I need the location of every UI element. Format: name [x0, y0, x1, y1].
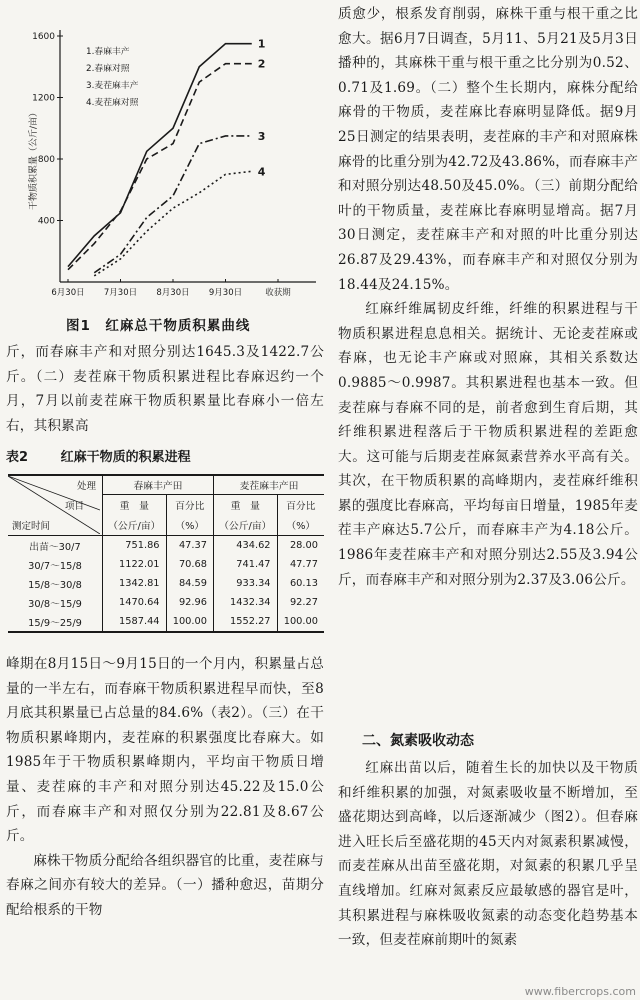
series-line-4: [94, 171, 252, 276]
col-pct-2: 百分比: [277, 495, 324, 516]
left-paragraph-3: 麻株干物质分配给各组织器官的比重，麦茬麻与春麻之间亦有较大的差异。（一）播种愈迟，苗期分配给根系的干物: [6, 852, 324, 918]
table-cell: 70.68: [166, 555, 213, 574]
table-cell: 100.00: [277, 612, 324, 632]
col-unit-2: （公斤/亩）: [214, 515, 278, 536]
group-header-wheat: 麦茬麻丰产田: [214, 475, 325, 495]
y-tick-label: 800: [37, 155, 55, 165]
table-cell: 1587.44: [103, 612, 167, 632]
table-cell: 出苗～30/7: [29, 541, 81, 553]
col-pct-unit-2: （%）: [277, 515, 324, 536]
table-cell: 933.34: [214, 574, 278, 593]
table-cell: 30/8～15/9: [28, 598, 82, 610]
col-pct-unit-1: （%）: [166, 515, 213, 536]
legend-entry: 4.麦茬麻对照: [86, 98, 139, 108]
series-line-1: [68, 44, 252, 267]
legend-entry: 2.春麻对照: [86, 64, 130, 74]
corner-item: 项目: [64, 501, 84, 512]
table-cell: 92.96: [166, 593, 213, 612]
x-tick-label: 收获期: [265, 288, 291, 298]
y-tick-label: 1200: [32, 93, 55, 104]
x-tick-label: 6月30日: [51, 288, 85, 298]
table-cell: 1552.27: [214, 612, 278, 632]
left-paragraph-2: 峰期在8月15日～9月15日的一个月内，积累量占总量的一半左右，而春麻干物质积累进程早而快，至8月底其积累量已占总量的84.6%（表2）。（三）在干物质积累峰期内，麦茬麻的积累强度比春麻大。如1985年于干物质积累峰期内，平均亩干物质日增量、麦茬麻的丰产和对照分别达45.22及15.0公斤，而春麻丰产和对照仅分别为22.81及8.67公斤。: [6, 656, 324, 845]
col-amount-1: 重 量: [103, 495, 167, 516]
dry-matter-table: [8, 474, 324, 633]
table-corner: [8, 475, 103, 536]
corner-treatment: 处理: [76, 481, 96, 492]
table-cell: 28.00: [277, 536, 324, 556]
table-cell: 60.13: [277, 574, 324, 593]
right-paragraph-1: 质愈少，根系发育削弱，麻株干重与根干重之比愈大。据6月7日调查，5月11、5月21及5月3日播种的，其麻株干重与根干重之比分别为0.52、0.71及1.69。（二）整个生长期内，麻株分配给麻骨的干物质，麦茬麻比春麻明显降低。据9月25日测定的结果表明，麦茬麻的丰产和对照麻株麻骨的比重分别为42.72及43.86%，而春麻丰产和对照分别达48.50及45.0%。（三）前期分配给叶的干物质量，麦茬麻比春麻明显增高。据7月30日测定，麦茬麻丰产和对照的叶比重分别达26.87及29.43%，而春麻丰产和对照仅分别为18.44及24.15%。: [338, 6, 638, 293]
table-cell: 84.59: [166, 574, 213, 593]
table-cell: 1122.01: [103, 555, 167, 574]
right-paragraph-3: 红麻出苗以后，随着生长的加快以及干物质和纤维积累的加强，对氮素吸收量不断增加，至盛花期达到高峰，以后逐渐减少（图2）。但春麻进入旺长后至盛花期的45天内对氮素积累减慢，而麦茬麻从出苗至盛花期，对氮素的积累几乎呈直线增加。红麻对氮素反应最敏感的器官是叶，其积累进程与麻株吸收氮素的动态变化趋势基本一致，但麦茬麻前期叶的氮素: [338, 760, 638, 949]
table-cell: 1470.64: [103, 593, 167, 612]
table-cell: 47.77: [277, 555, 324, 574]
legend-entry: 1.春麻丰产: [86, 47, 130, 57]
table-row: [8, 555, 324, 574]
x-tick-label: 7月30日: [103, 288, 138, 298]
series-line-2: [68, 64, 252, 270]
curve-label-3: 3: [257, 129, 266, 143]
group-header-spring: 春麻丰产田: [103, 475, 214, 495]
x-tick-label: 9月30日: [208, 288, 243, 298]
y-tick-label: 1600: [32, 32, 55, 42]
table-title: [6, 446, 324, 465]
curve-label-1: 1: [257, 37, 266, 51]
table-caption: 红麻干物质的积累进程: [60, 450, 191, 465]
table-cell: 100.00: [166, 612, 213, 632]
right-text-block-1: [338, 2, 638, 592]
table-number: 表2: [6, 450, 29, 465]
watermark: www.fibercrops.com: [524, 985, 636, 998]
table-row: [8, 612, 324, 632]
table-cell: 434.62: [214, 536, 278, 556]
right-column: [338, 0, 638, 1000]
dry-matter-chart: [16, 20, 326, 305]
curve-label-4: 4: [257, 165, 266, 179]
legend-entry: 3.麦茬麻丰产: [86, 81, 139, 91]
x-tick-label: 8月30日: [156, 288, 190, 298]
table-cell: 751.86: [103, 536, 167, 556]
col-unit-1: （公斤/亩）: [103, 515, 167, 536]
series-line-3: [94, 136, 252, 273]
table-cell: 1342.81: [103, 574, 167, 593]
corner-time: 测定时间: [12, 521, 51, 532]
right-paragraph-2: 红麻纤维属韧皮纤维，纤维的积累进程与干物质积累进程息息相关。据统计、无论麦茬麻或春麻，也无论丰产麻或对照麻，其相关系数达0.9885～0.9987。其积累进程也基本一致。但麦茬麻与春麻不同的是，前者愈到生育后期，其纤维积累进程落后于干物质积累进程的差距愈大。这可能与后期麦茬麻氮素营养水平高有关。其次，在干物质积累的高峰期内，麦茬麻纤维积累的强度比春麻高，平均每亩日增量，1985年麦茬丰产麻达5.7公斤，而春麻丰产为4.18公斤。1986年麦茬麻丰产和对照分别达2.55及3.94公斤，而春麻丰产和对照分别为2.37及3.06公斤。: [338, 301, 638, 588]
curve-label-2: 2: [257, 57, 266, 71]
table-cell: 47.37: [166, 536, 213, 556]
table-row: [8, 593, 324, 612]
y-tick-label: 400: [37, 216, 55, 227]
figure-caption: 图1 红麻总干物质积累曲线: [66, 318, 251, 334]
table-cell: 15/8～30/8: [28, 579, 82, 591]
table-cell: 741.47: [214, 555, 278, 574]
table-cell: 92.27: [277, 593, 324, 612]
table-cell: 30/7～15/8: [28, 560, 82, 572]
section-heading: 二、氮素吸收动态: [362, 733, 474, 749]
y-axis-label: 干物质积累量（公斤/亩）: [29, 107, 39, 211]
col-amount-2: 重 量: [214, 495, 278, 516]
left-text-block-2: [6, 652, 324, 923]
table-cell: 15/9～25/9: [8, 612, 103, 632]
table-row: [8, 574, 324, 593]
table-row: [8, 536, 324, 556]
left-column: [6, 0, 326, 1000]
col-pct-1: 百分比: [166, 495, 213, 516]
left-paragraph-1: 斤，而春麻丰产和对照分别达1645.3及1422.7公斤。（二）麦茬麻干物质积累进程比春麻迟约一个月，7月以前麦茬麻干物质积累量比春麻小一倍左右，其积累高: [6, 344, 324, 434]
table-cell: 1432.34: [214, 593, 278, 612]
